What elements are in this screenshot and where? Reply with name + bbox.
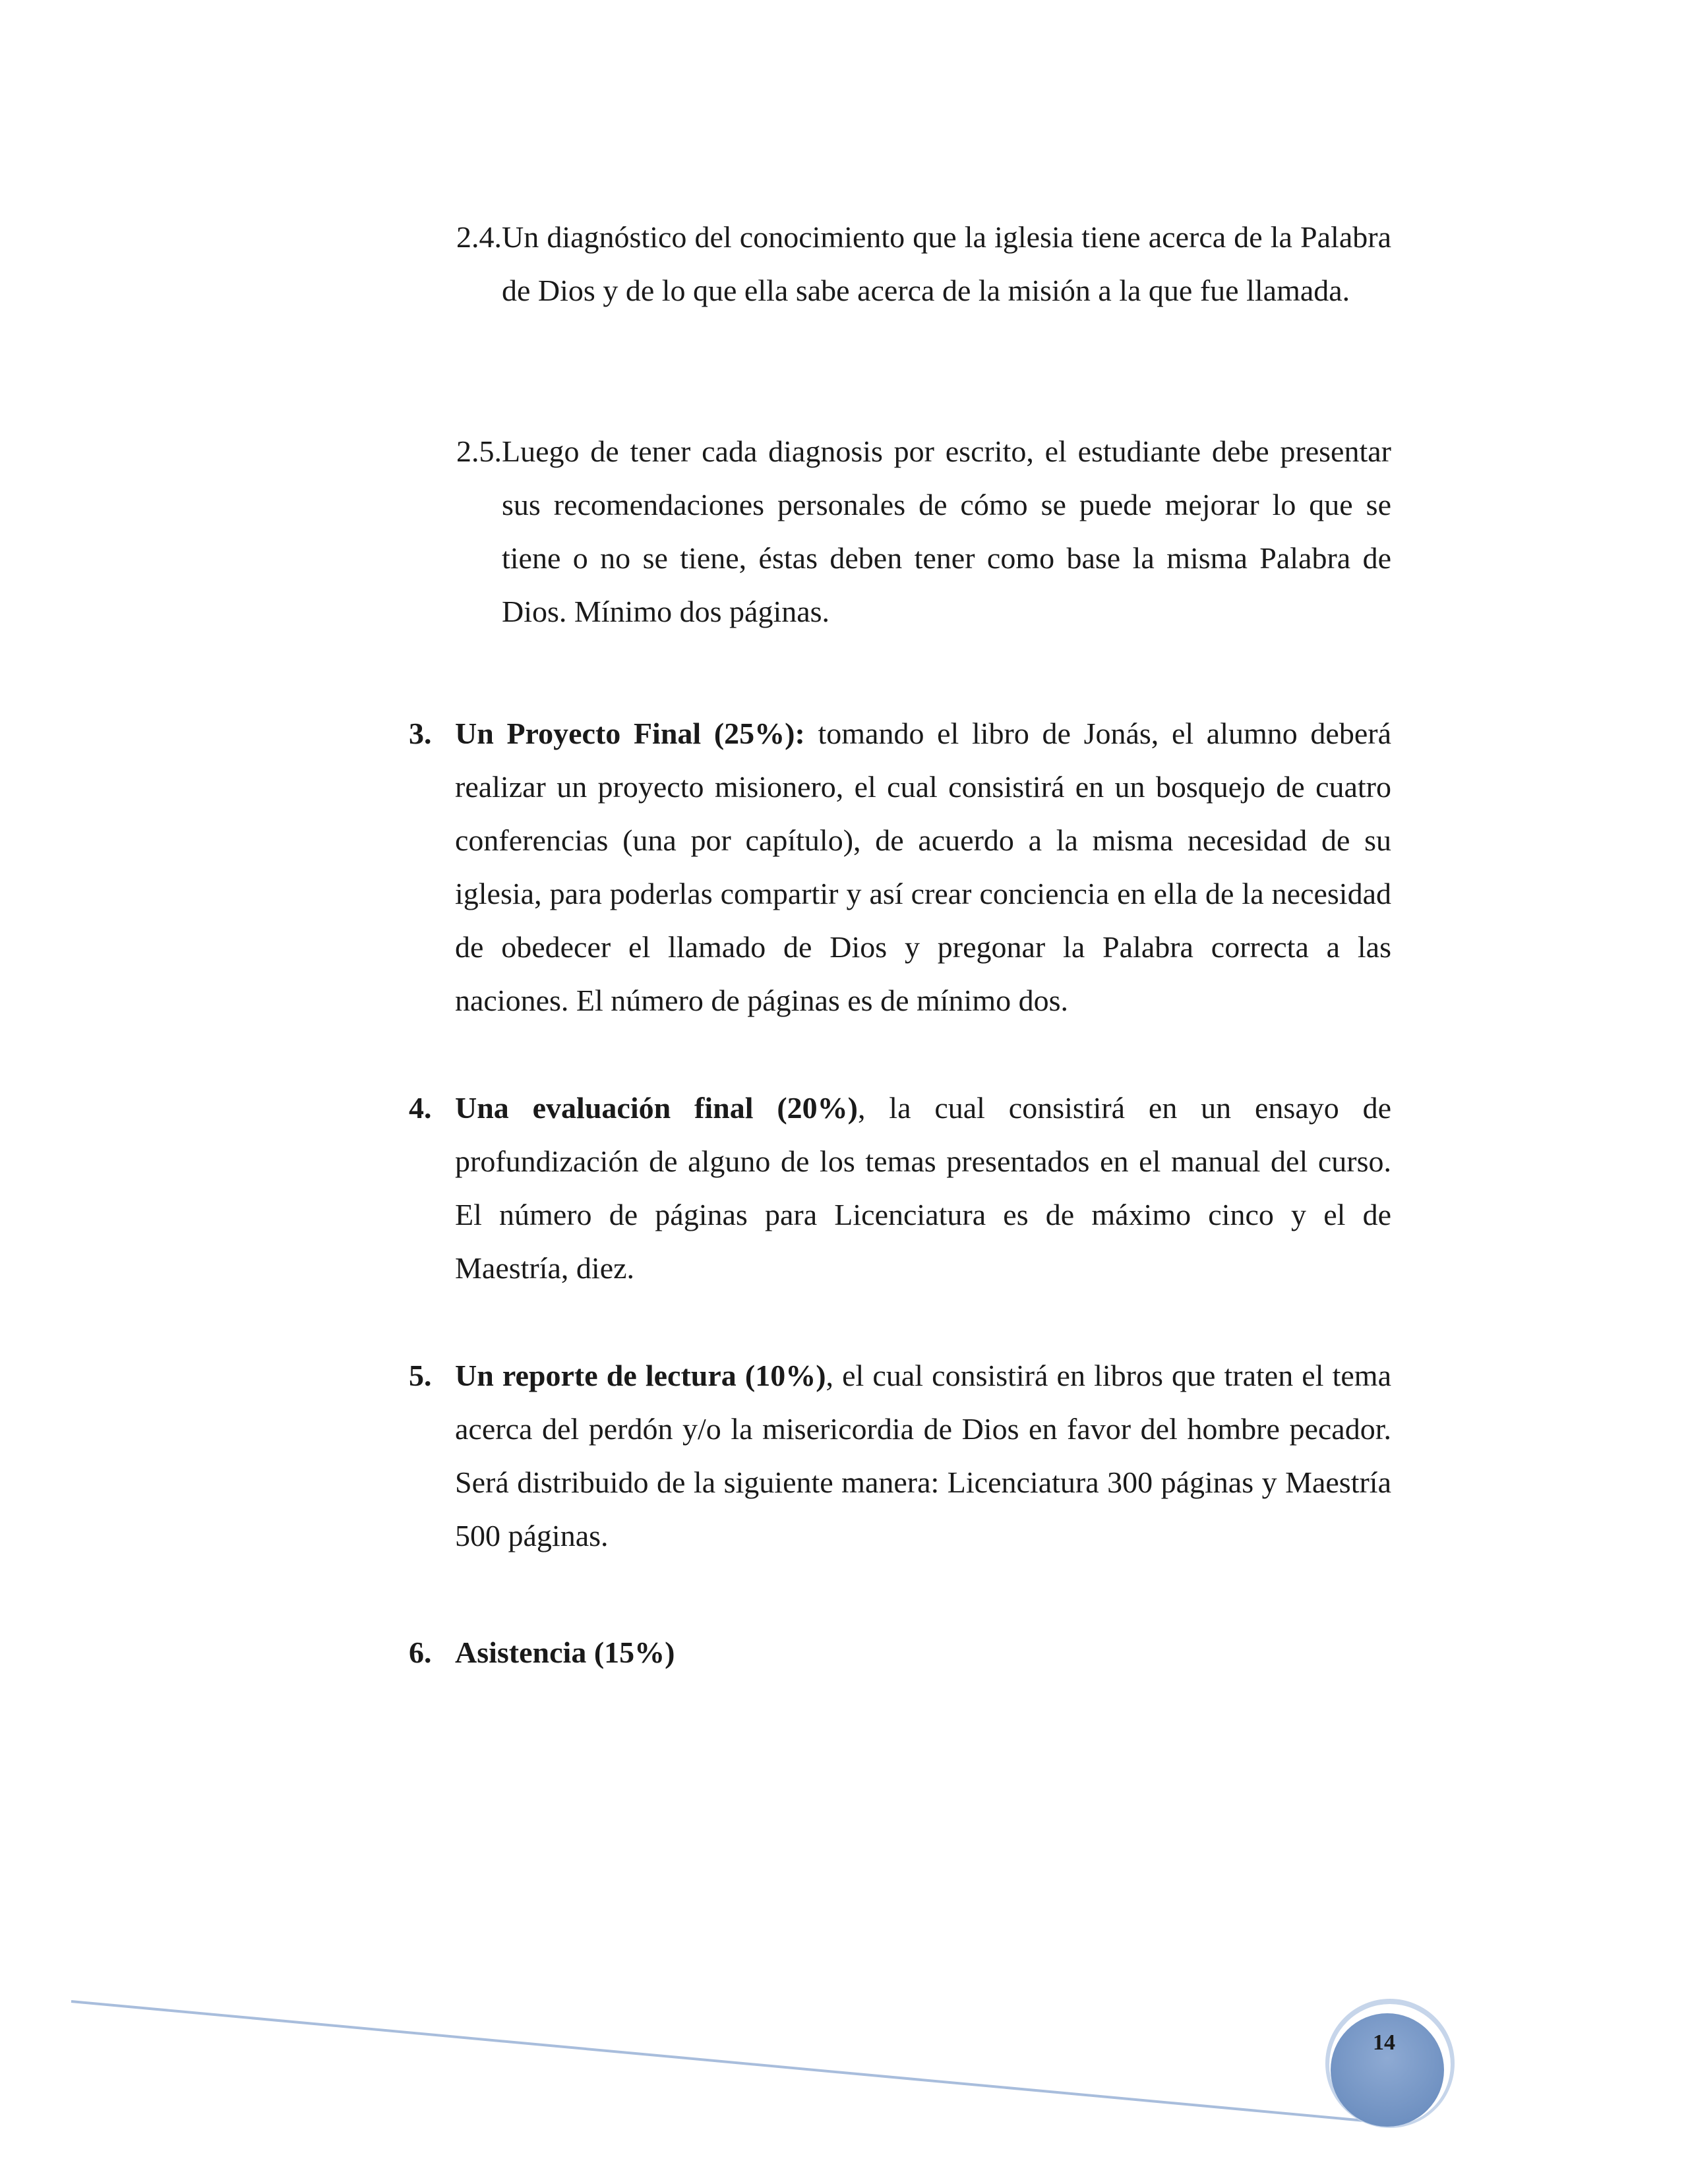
list-number: 2.5. [456,434,502,468]
page-number: 14 [1373,2030,1395,2055]
list-text: , el cual consistirá en libros que traten el tema acerca del perdón y/o la misericordia de Dios en favor del hombre pecador. Será distribuido de la siguiente manera: Licenciatura 300 páginas y Maestría 500 páginas. [455,1359,1391,1552]
footer-rule [71,2001,1372,2121]
list-number: 6. [409,1636,432,1669]
list-number: 4. [409,1091,432,1125]
list-number: 3. [409,717,432,750]
list-heading: Un Proyecto Final (25%): [455,717,805,750]
list-text: Luego de tener cada diagnosis por escrito, el estudiante debe presentar sus recomendaciones personales de cómo se puede mejorar lo que se tiene o no se tiene, éstas deben tener como base la misma Palabra de Dios. Mínimo dos páginas. [502,434,1391,628]
list-text: Un diagnóstico del conocimiento que la iglesia tiene acerca de la Palabra de Dios y de lo que ella sabe acerca de la misión a la que fue llamada. [502,220,1391,307]
list-heading: Un reporte de lectura (10%) [455,1359,826,1392]
list-heading: Asistencia (15%) [455,1636,675,1669]
list-text: , la cual consistirá en un ensayo de profundización de alguno de los temas presentados en el manual del curso. El número de páginas para Licenciatura es de máximo cinco y el de Maestría, diez. [455,1091,1391,1285]
list-number: 2.4. [456,220,502,254]
list-heading: Una evaluación final (20%) [455,1091,858,1125]
list-number: 5. [409,1359,432,1392]
list-text: tomando el libro de Jonás, el alumno deberá realizar un proyecto misionero, el cual consistirá en un bosquejo de cuatro conferencias (una por capítulo), de acuerdo a la misma necesidad de su iglesia, para poderlas compartir y así crear conciencia en ella de la necesidad de obedecer el llamado de Dios y pregonar la Palabra correcta a las naciones. El número de páginas es de mínimo dos. [455,717,1391,1017]
